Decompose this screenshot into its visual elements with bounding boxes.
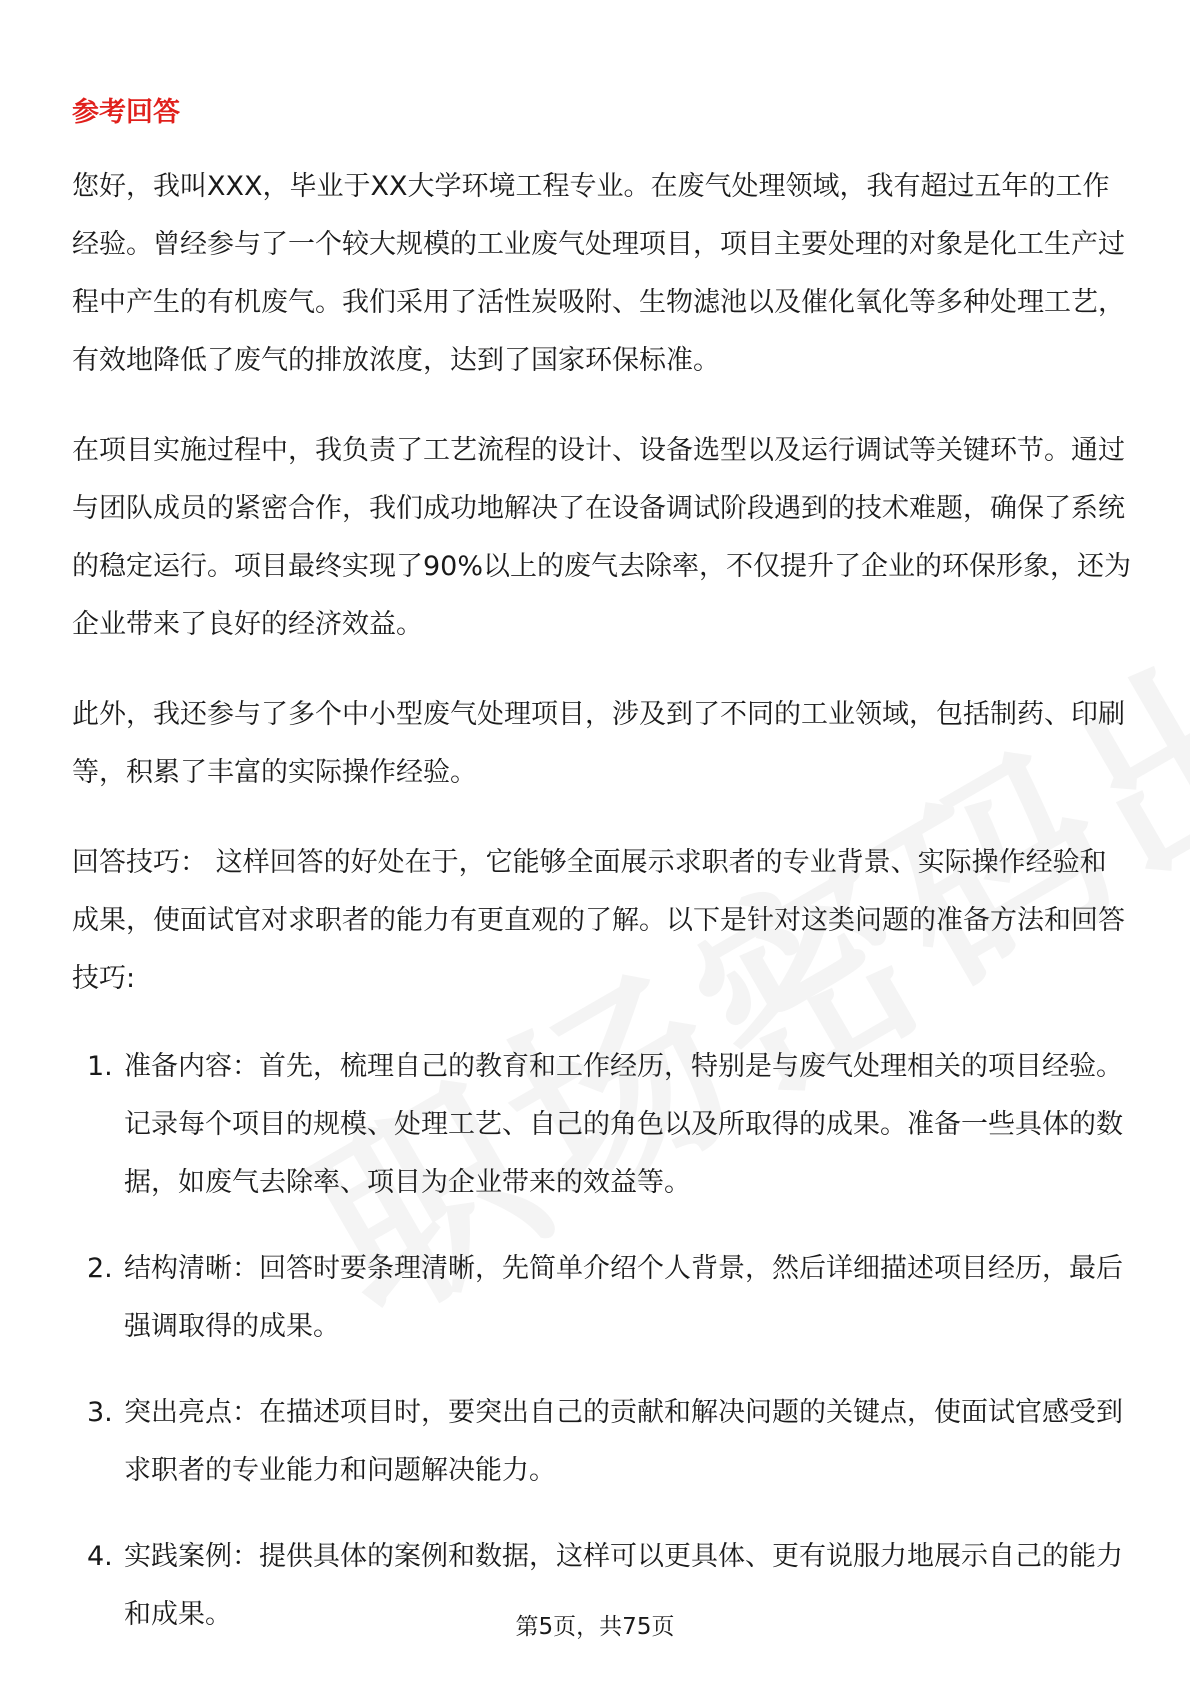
list-text: 突出亮点：在描述项目时，要突出自己的贡献和解决问题的关键点，使面试官感受到求职者的专业能力和问题解决能力。	[124, 1397, 1123, 1486]
list-item	[72, 1384, 1132, 1500]
list-number: 2.	[87, 1253, 113, 1284]
list-text: 准备内容：首先，梳理自己的教育和工作经历，特别是与废气处理相关的项目经验。记录每个项目的规模、处理工艺、自己的角色以及所取得的成果。准备一些具体的数据，如废气去除率、项目为企业带来的效益等。	[124, 1051, 1123, 1198]
tips-paragraph: 回答技巧： 这样回答的好处在于，它能够全面展示求职者的专业背景、实际操作经验和成果，使面试官对求职者的能力有更直观的了解。以下是针对这类问题的准备方法和回答技巧:	[72, 847, 1125, 994]
list-text: 实践案例：提供具体的案例和数据，这样可以更具体、更有说服力地展示自己的能力和成果。	[124, 1541, 1123, 1630]
answer-paragraph-3: 此外，我还参与了多个中小型废气处理项目，涉及到了不同的工业领域，包括制药、印刷等，积累了丰富的实际操作经验。	[72, 699, 1125, 788]
list-item	[72, 1038, 1132, 1212]
list-text: 结构清晰：回答时要条理清晰，先简单介绍个人背景，然后详细描述项目经历，最后强调取得的成果。	[124, 1253, 1123, 1342]
tips-list	[72, 1038, 1132, 1644]
page-footer: 第5页，共75页	[515, 1614, 675, 1640]
list-number: 3.	[87, 1397, 113, 1428]
list-number: 4.	[87, 1541, 113, 1572]
section-title: 参考回答	[72, 97, 180, 128]
answer-paragraph-1: 您好，我叫XXX，毕业于XX大学环境工程专业。在废气处理领域，我有超过五年的工作经验。曾经参与了一个较大规模的工业废气处理项目，项目主要处理的对象是化工生产过程中产生的有机废气。我们采用了活性炭吸附、生物滤池以及催化氧化等多种处理工艺，有效地降低了废气的排放浓度，达到了国家环保标准。	[72, 171, 1125, 376]
document-body	[72, 88, 1132, 1672]
list-number: 1.	[87, 1051, 113, 1082]
list-item	[72, 1240, 1132, 1356]
answer-paragraph-2: 在项目实施过程中，我负责了工艺流程的设计、设备选型以及运行调试等关键环节。通过与团队成员的紧密合作，我们成功地解决了在设备调试阶段遇到的技术难题，确保了系统的稳定运行。项目最终实现了90%以上的废气去除率，不仅提升了企业的环保形象，还为企业带来了良好的经济效益。	[72, 435, 1132, 640]
